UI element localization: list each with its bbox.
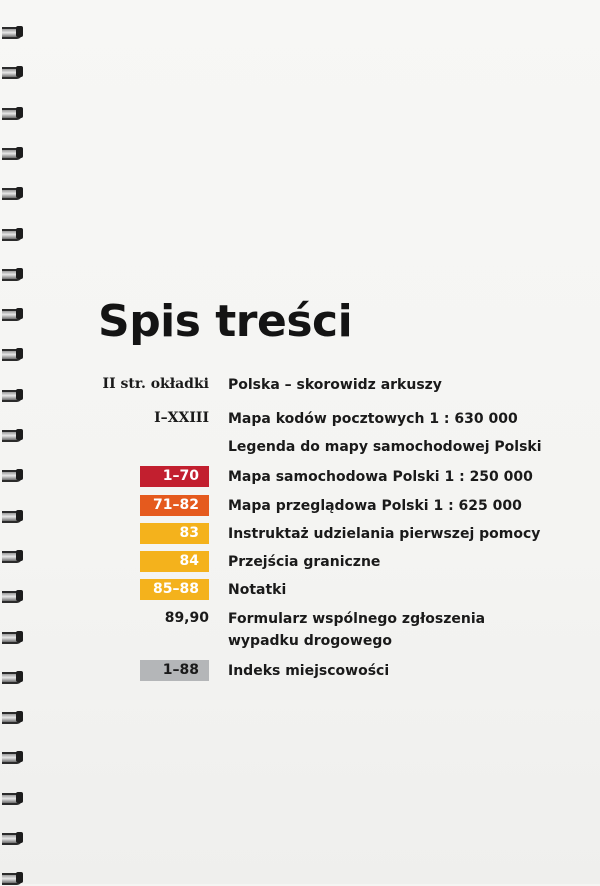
spiral-coil <box>2 226 24 242</box>
spiral-coil <box>2 830 24 846</box>
page-range-badge: 85–88 <box>140 579 209 600</box>
spiral-coil <box>2 709 24 725</box>
entry-label: Polska – skorowidz arkuszy <box>228 377 442 393</box>
spiral-coil <box>2 64 24 80</box>
page-range: 89,90 <box>164 610 209 626</box>
spiral-coil <box>2 306 24 322</box>
entry-label <box>228 608 568 652</box>
spiral-coil <box>2 387 24 403</box>
page-range: II str. okładki <box>102 376 209 392</box>
entry-label: Notatki <box>228 582 287 598</box>
entry-label: Przejścia graniczne <box>228 554 381 570</box>
entry-label: Instruktaż udzielania pierwszej pomocy <box>228 526 541 542</box>
entry-label-line: wypadku drogowego <box>228 633 392 649</box>
spiral-coil <box>2 588 24 604</box>
page-title: Spis treści <box>98 296 353 347</box>
entry-label: Mapa kodów pocztowych 1 : 630 000 <box>228 411 518 427</box>
spiral-binding <box>0 0 30 884</box>
entry-label-line: Formularz wspólnego zgłoszenia <box>228 611 486 627</box>
spiral-coil <box>2 346 24 362</box>
spiral-coil <box>2 185 24 201</box>
page-range-badge: 1–88 <box>140 660 209 681</box>
page-range-badge: 71–82 <box>140 495 209 516</box>
spiral-coil <box>2 105 24 121</box>
entry-label: Legenda do mapy samochodowej Polski <box>228 439 542 455</box>
spiral-coil <box>2 508 24 524</box>
entry-label: Indeks miejscowości <box>228 663 390 679</box>
spiral-coil <box>2 467 24 483</box>
entry-label: Mapa samochodowa Polski 1 : 250 000 <box>228 469 533 485</box>
spiral-coil <box>2 266 24 282</box>
page-range: I–XXIII <box>154 410 209 426</box>
spiral-coil <box>2 669 24 685</box>
spiral-coil <box>2 145 24 161</box>
page-range-badge: 1–70 <box>140 466 209 487</box>
spiral-coil <box>2 790 24 806</box>
spiral-coil <box>2 749 24 765</box>
spiral-coil <box>2 24 24 40</box>
spiral-coil <box>2 548 24 564</box>
entry-label: Mapa przeglądowa Polski 1 : 625 000 <box>228 498 522 514</box>
spiral-coil <box>2 629 24 645</box>
spiral-coil <box>2 427 24 443</box>
page-range-badge: 83 <box>140 523 209 544</box>
page-range-badge: 84 <box>140 551 209 572</box>
